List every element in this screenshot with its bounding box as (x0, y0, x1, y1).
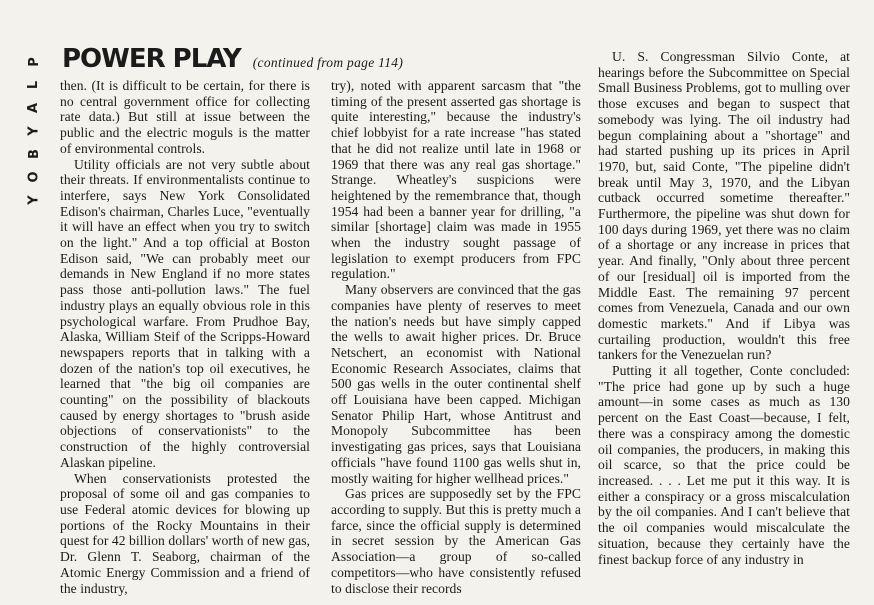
masthead-letter: Y (26, 194, 42, 205)
paragraph: Utility officials are not very subtle about their threats. If environmentalists continue to interfere, says New York Consolidated Edison's chairman, Charles Luce, "eventually it will have an effect when you try to switch on the light." And a top official at Boston Edison said, "We can probably meet our demands in New England if no more states pass those anti-pollution laws." The fuel industry plays an equally obvious role in this psychological warfare. From Prudhoe Bay, Alaska, William Steif of the Scripps-Howard newspapers reports that in talking with a dozen of the nation's top oil executives, he learned that "the big oil companies are counting" on the possibility of blackouts caused by energy shortages to "brush aside objections of conservationists" to the construction of the highly controversial Alaskan pipeline. (60, 156, 310, 470)
paragraph: Many observers are convinced that the gas companies have plenty of reserves to meet the nation's needs but have simply capped the wells to await higher prices. Dr. Bruce Netschert, an economist with National Economic Research Associates, claims that 500 gas wells in the outer continental shelf off Louisiana have been capped. Michigan Senator Philip Hart, whose Antitrust and Monopoly Subcommittee has been investigating gas prices, says that Louisiana officials "have found 1100 gas wells shut in, mostly waiting for higher wellhead prices." (331, 282, 581, 486)
text-column-2 (331, 78, 581, 596)
paragraph: Gas prices are supposedly set by the FPC according to supply. But this is pretty much a farce, since the official supply is determined in secret session by the American Gas Association—a group of so-called competitors—who have consistently refused to disclose their records (331, 486, 581, 596)
paragraph: try), noted with apparent sarcasm that "the timing of the present asserted gas shortage is quite interesting," because the industry's chief lobbyist for a rate increase "has stated that he did not realize until late in 1968 or 1969 that there was any real gas shortage." Strange. Wheatley's suspicions were heightened by the remembrance that, though 1954 had been a banner year for drilling, "a similar [shortage] claim was made in 1955 when the industry sought passage of legislation to exempt producers from FPC regulation." (331, 78, 581, 282)
paragraph: then. (It is difficult to be certain, for there is no central government office for collecting rate data.) But still at issue between the public and the electric moguls is the matter of environmental controls. (60, 78, 310, 156)
paragraph: When conservationists protested the proposal of some oil and gas companies to use Federal atomic devices for blowing up portions of the Rocky Mountains in their quest for 42 billion dollars' worth of new gas, Dr. Glenn T. Seaborg, chairman of the Atomic Energy Commission and a friend of the industry, (60, 470, 310, 596)
continued-note: (continued from page 114) (252, 55, 404, 70)
header (62, 44, 403, 76)
masthead-letter: L (26, 79, 42, 90)
masthead-letter: P (26, 56, 42, 67)
text-column-1 (60, 78, 310, 596)
masthead-letter: B (26, 148, 42, 159)
vertical-masthead (22, 50, 46, 211)
masthead-letter: Y (26, 125, 42, 136)
paragraph: Putting it all together, Conte concluded: "The price had gone up by such a huge amount—in some cases as much as 130 percent on the East Coast—because, I felt, there was a conspiracy among the domestic oil companies, the producers, in making this oil scarce, so that the price could be increased. . . . Let me put it this way. It is either a conspiracy or a gross miscalculation by the oil companies. And I can't believe that the oil companies would miscalculate the situation, because they certainly have the finest backup force of any industry in (598, 363, 850, 567)
paragraph: U. S. Congressman Silvio Conte, at hearings before the Subcommittee on Special Small Business Problems, got to mulling over those excuses and began to suspect that somebody was lying. The oil industry had begun complaining about a "shortage" and had started pushing up its prices in April 1970, but, said Conte, "The pipeline didn't break until May 3, 1970, and the Libyan cutback occurred sometime thereafter." Furthermore, the pipeline was shut down for 100 days during 1969, yet there was no claim of a shortage or any increase in prices that year. And finally, "Only about three percent of our [residual] oil is imported from the Middle East. The remaining 97 percent comes from Venezuela, Canada and our own domestic markets." And if Libya was curtailing production, wouldn't this free tankers for the Venezuelan run? (598, 49, 850, 363)
article-title: POWER PLAY (62, 44, 241, 74)
masthead-letter: O (26, 170, 42, 183)
masthead-letter: A (26, 101, 42, 114)
text-column-3 (598, 49, 850, 567)
